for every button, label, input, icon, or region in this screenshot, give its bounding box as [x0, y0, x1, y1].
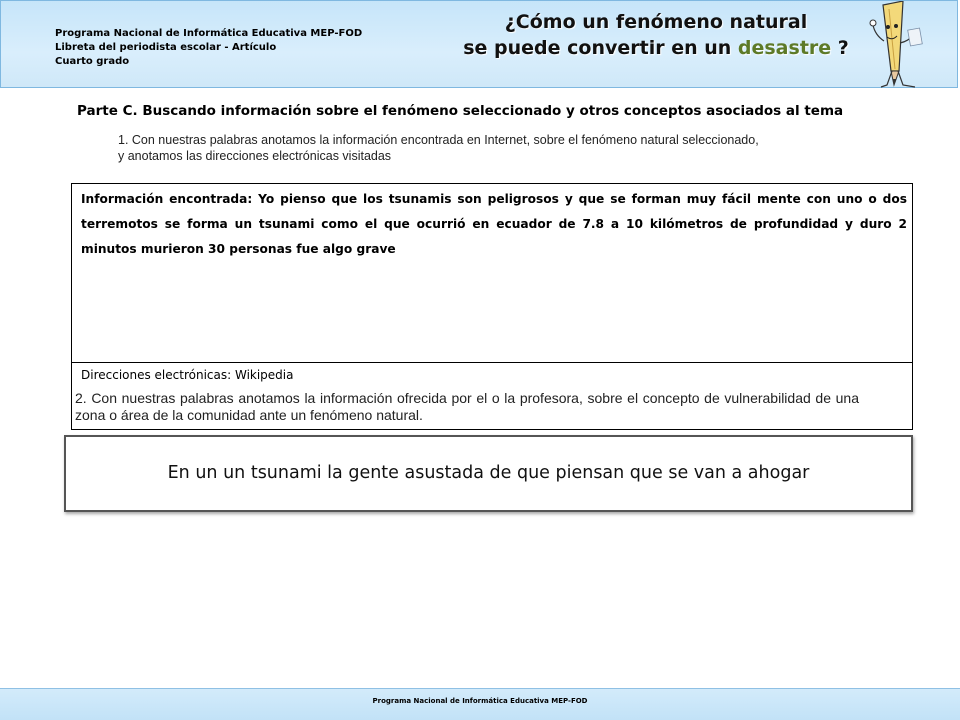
footer-text: Programa Nacional de Informática Educativa MEP-FOD [372, 697, 588, 705]
header-banner [0, 0, 958, 88]
directions-text[interactable]: Direcciones electrónicas: Wikipedia [81, 368, 294, 382]
title-line-2 [421, 35, 891, 61]
box-divider [72, 362, 912, 363]
program-info [55, 27, 362, 69]
title-line-2-prefix: se puede convertir en un [463, 37, 738, 59]
instruction-1 [118, 132, 759, 164]
footer-banner [0, 688, 960, 720]
title-line-1: ¿Cómo un fenómeno natural [504, 11, 808, 33]
info-box [71, 183, 913, 430]
title-highlight: desastre [737, 37, 832, 59]
answer-text: En un un tsunami la gente asustada de que piensan que se van a ahogar [167, 463, 810, 483]
program-line-3: Cuarto grado [55, 56, 130, 67]
page-title [421, 9, 891, 61]
instruction-1-line-2: y anotamos las direcciones electrónicas visitadas [118, 149, 392, 163]
pencil-character-icon [869, 1, 949, 91]
answer-box[interactable] [64, 435, 913, 512]
program-line-1: Programa Nacional de Informática Educativa MEP-FOD [55, 28, 363, 39]
info-text[interactable]: Información encontrada: Yo pienso que los tsunamis son peligrosos y que se forman muy fácil mente con uno o dos terremotos se forma un tsunami como el que ocurrió en ecuador de 7.8 a 10 kilómetros de profundidad y duro 2 minutos murieron 30 personas fue algo grave [81, 192, 907, 256]
instruction-2: 2. Con nuestras palabras anotamos la información ofrecida por el o la profesora, sobre el concepto de vulnerabilidad de una zona o área de la comunidad ante un fenómeno natural. [75, 390, 859, 423]
section-heading: Parte C. Buscando información sobre el fenómeno seleccionado y otros conceptos asociados al tema [77, 103, 844, 119]
instruction-1-line-1: 1. Con nuestras palabras anotamos la información encontrada en Internet, sobre el fenómeno natural seleccionado, [118, 133, 759, 147]
title-line-2-suffix: ? [831, 37, 849, 59]
program-line-2: Libreta del periodista escolar - Artículo [55, 42, 277, 53]
